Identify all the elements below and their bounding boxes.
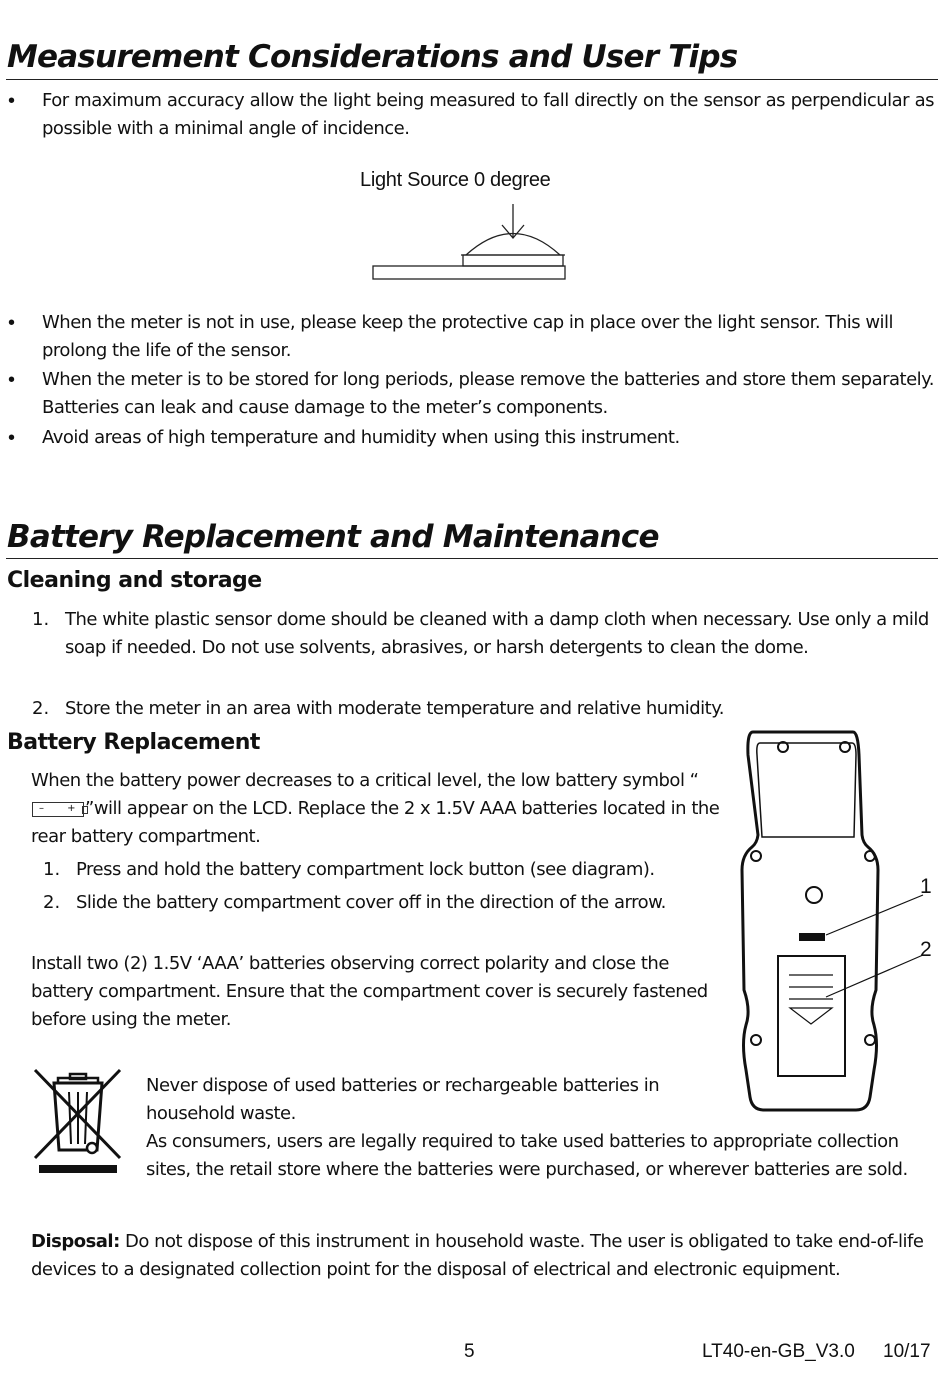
battery-step-text: Slide the battery compartment cover off in the direction of the arrow. <box>76 892 666 913</box>
tip-bullet-text: When the meter is to be stored for long periods, please remove the batteries and store them separately. Batteries can leak and cause damage to the meter’s components. <box>42 369 934 418</box>
low-battery-icon: – + <box>32 802 84 817</box>
crossed-bin-icon <box>30 1066 126 1178</box>
list-number: 1. <box>43 859 61 880</box>
weee-notice-2: As consumers, users are legally required to take used batteries to appropriate collection sites, the retail store where the batteries were purchased, or wherever batteries are sold. <box>146 1131 908 1180</box>
battery-heading: Battery Replacement <box>7 730 260 755</box>
tip-bullet-text: When the meter is not in use, please keep the protective cap in place over the light sensor. This will prolong the life of the sensor. <box>42 312 894 361</box>
list-number: 1. <box>32 609 50 630</box>
document-date: 10/17 <box>883 1341 931 1362</box>
callout-1: 1 <box>920 875 932 898</box>
list-number: 2. <box>32 698 50 719</box>
title-rule <box>6 79 938 80</box>
light-sensor-diagram <box>368 200 572 284</box>
bullet-icon: • <box>8 312 16 334</box>
cleaning-item-text: Store the meter in an area with moderate temperature and relative humidity. <box>65 698 725 719</box>
diagram-label: Light Source 0 degree <box>360 169 551 191</box>
list-number: 2. <box>43 892 61 913</box>
disposal-paragraph: Disposal: Do not dispose of this instrument in household waste. The user is obligated to take end-of-life devices to a designated collection point for the disposal of electrical and electronic equipment. <box>31 1231 924 1280</box>
tip-bullet-text: Avoid areas of high temperature and humidity when using this instrument. <box>42 427 680 448</box>
bullet-icon: • <box>8 90 16 112</box>
bullet-icon: • <box>8 427 16 449</box>
cleaning-heading: Cleaning and storage <box>7 568 262 593</box>
bullet-icon: • <box>8 369 16 391</box>
tip-bullet-text: For maximum accuracy allow the light being measured to fall directly on the sensor as perpendicular as possible with a minimal angle of incidence. <box>42 90 934 139</box>
section-title-battery: Battery Replacement and Maintenance <box>7 519 659 555</box>
section-title-measurement: Measurement Considerations and User Tips <box>7 39 738 75</box>
disposal-label: Disposal: <box>31 1231 120 1252</box>
battery-intro: When the battery power decreases to a critical level, the low battery symbol “ – + ”will appear on the LCD. Replace the 2 x 1.5V AAA batteries located in the rear battery compartment. <box>31 770 720 847</box>
install-instructions: Install two (2) 1.5V ‘AAA’ batteries observing correct polarity and close the battery compartment. Ensure that the compartment cover is securely fastened before using the meter. <box>31 953 708 1030</box>
meter-rear-diagram <box>738 725 938 1117</box>
page-number: 5 <box>464 1341 475 1362</box>
cleaning-item-text: The white plastic sensor dome should be cleaned with a damp cloth when necessary. Use only a mild soap if needed. Do not use solvents, abrasives, or harsh detergents to clean the dome. <box>65 609 929 658</box>
document-id: LT40-en-GB_V3.0 <box>702 1341 855 1362</box>
battery-step-text: Press and hold the battery compartment lock button (see diagram). <box>76 859 655 880</box>
title-rule <box>6 558 938 559</box>
weee-notice-1: Never dispose of used batteries or rechargeable batteries in household waste. <box>146 1075 660 1124</box>
callout-2: 2 <box>920 938 932 961</box>
